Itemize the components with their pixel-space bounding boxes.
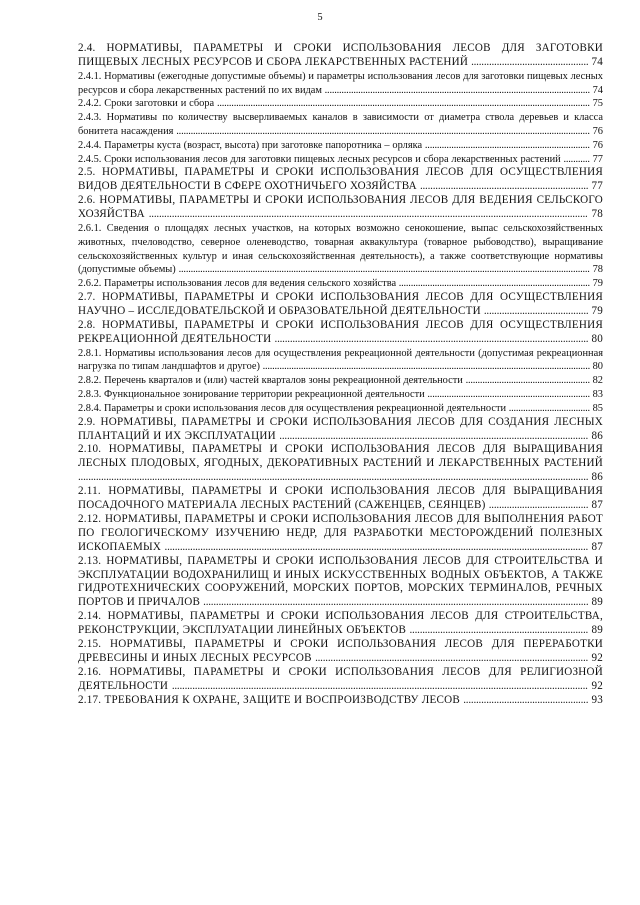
toc-leader-dots: .........................................	[483, 304, 589, 317]
toc-entry-title: 2.4.3. Нормативы по количеству высверливаемых каналов в зависимости от диаметра ствола деревьев и класса бонитета насаждения	[78, 112, 603, 137]
toc-leader-dots: ..............................................	[471, 55, 589, 68]
toc-entry[interactable]	[78, 513, 603, 555]
toc-leader-dots: ......................................................................................................................................................................	[164, 540, 589, 553]
toc-entry-page: 87	[591, 540, 603, 553]
toc-entry-title: 2.8.4. Параметры и сроки использования лесов для осуществления рекреационной деятельности	[78, 402, 507, 414]
toc-entry[interactable]	[78, 347, 603, 375]
toc-entry[interactable]	[78, 97, 603, 111]
toc-entry-page: 89	[591, 624, 604, 637]
toc-leader-dots: .......................................	[488, 499, 589, 512]
toc-leader-dots: ...............................................................................................................	[324, 84, 590, 96]
toc-leader-dots: .................................................	[463, 693, 589, 706]
toc-entry[interactable]	[78, 291, 603, 319]
toc-entry[interactable]	[78, 374, 603, 388]
toc-entry-page: 74	[591, 55, 604, 68]
toc-entry-page: 77	[591, 180, 603, 193]
toc-entry-title: 2.17. ТРЕБОВАНИЯ К ОХРАНЕ, ЗАЩИТЕ И ВОСПРОИЗВОДСТВУ ЛЕСОВ	[78, 693, 461, 706]
toc-entry[interactable]	[78, 402, 603, 416]
toc-entry-page: 80	[592, 361, 603, 373]
toc-entry-title: 2.14. НОРМАТИВЫ, ПАРАМЕТРЫ И СРОКИ ИСПОЛЬЗОВАНИЯ ЛЕСОВ ДЛЯ СТРОИТЕЛЬСТВА, РЕКОНСТРУКЦИИ, ЭКСПЛУАТАЦИИ ЛИНЕЙНЫХ ОБЪЕКТОВ	[78, 610, 603, 637]
toc-entry-page: 92	[591, 652, 603, 665]
toc-entry-page: 78	[591, 208, 603, 221]
toc-entry-title: 2.4.4. Параметры куста (возраст, высота) при заготовке папоротника – орляка	[78, 139, 423, 151]
toc-entry-title: 2.8. НОРМАТИВЫ, ПАРАМЕТРЫ И СРОКИ ИСПОЛЬЗОВАНИЯ ЛЕСОВ ДЛЯ ОСУЩЕСТВЛЕНИЯ РЕКРЕАЦИОННОЙ ДЕЯТЕЛЬНОСТИ	[78, 318, 603, 345]
toc-entry[interactable]	[78, 139, 603, 153]
toc-entry-page: 75	[592, 98, 603, 110]
toc-entry-title: 2.8.1. Нормативы использования лесов для осуществления рекреационной деятельности (допустимая рекреационная нагрузка по типам ландшафтов и другое)	[78, 347, 603, 373]
toc-leader-dots: ...........	[563, 153, 590, 165]
toc-leader-dots: ......................................................................	[409, 624, 589, 637]
toc-entry-page: 87	[591, 499, 603, 512]
toc-entry[interactable]	[78, 42, 603, 70]
toc-entry[interactable]	[78, 485, 603, 513]
toc-entry-page: 86	[591, 471, 603, 484]
toc-entry[interactable]	[78, 388, 603, 402]
toc-entry-page: 76	[592, 139, 603, 151]
toc-entry-page: 92	[591, 679, 603, 692]
toc-entry-title: 2.6.1. Сведения о площадях лесных участков, на которых возможно сенокошение, выпас сельскохозяйственных животных, пчеловодство, северное оленеводство, товарная аквакультура (товарное рыбоводство), выращивание сельскохозяйственных культур и иная сельскохозяйственная деятельность), а также соответствующие нормативы (допустимые объемы)	[78, 223, 603, 276]
toc-entry[interactable]	[78, 319, 603, 347]
toc-entry-title: 2.6.2. Параметры использования лесов для ведения сельского хозяйства	[78, 278, 397, 290]
toc-entry-page: 86	[591, 429, 603, 442]
toc-entry[interactable]	[78, 694, 603, 708]
toc-entry[interactable]	[78, 111, 603, 139]
page-number: 5	[317, 12, 323, 23]
toc-entry[interactable]	[78, 638, 603, 666]
toc-entry-title: 2.13. НОРМАТИВЫ, ПАРАМЕТРЫ И СРОКИ ИСПОЛЬЗОВАНИЯ ЛЕСОВ ДЛЯ СТРОИТЕЛЬСТВА И ЭКСПЛУАТАЦИИ ВОДОХРАНИЛИЩ И ИНЫХ ИСКУССТВЕННЫХ ВОДНЫХ ОБЪЕКТОВ, А ТАКЖЕ ГИДРОТЕХНИЧЕСКИХ СООРУЖЕНИЙ, МОРСКИХ ПОРТОВ, МОРСКИХ ТЕРМИНАЛОВ, РЕЧНЫХ ПОРТОВ И ПРИЧАЛОВ	[78, 554, 603, 609]
toc-entry-page: 89	[591, 596, 603, 609]
toc-entry-page: 76	[592, 126, 603, 137]
toc-leader-dots: ....................................................................	[427, 389, 590, 401]
toc-leader-dots: .......................................................................................................................................................	[203, 596, 589, 609]
toc-entry[interactable]	[78, 277, 603, 291]
toc-entry-title: 2.5. НОРМАТИВЫ, ПАРАМЕТРЫ И СРОКИ ИСПОЛЬЗОВАНИЯ ЛЕСОВ ДЛЯ ОСУЩЕСТВЛЕНИЯ ВИДОВ ДЕЯТЕЛЬНОСТИ В СФЕРЕ ОХОТНИЧЬЕГО ХОЗЯЙСТВА	[78, 166, 603, 193]
toc-entry-title: 2.9. НОРМАТИВЫ, ПАРАМЕТРЫ И СРОКИ ИСПОЛЬЗОВАНИЯ ЛЕСОВ ДЛЯ СОЗДАНИЯ ЛЕСНЫХ ПЛАНТАЦИЙ И ИХ ЭКСПЛУАТАЦИИ	[78, 415, 603, 442]
toc-leader-dots: .........................................................................................................................................	[262, 361, 590, 373]
toc-entry-page: 78	[592, 264, 603, 276]
toc-leader-dots: ............................................................................................................................................................	[216, 98, 590, 110]
toc-leader-dots: .............................................................................................................................................................................	[176, 126, 590, 137]
toc-leader-dots: ........................................................................................................................................................................................................	[78, 471, 589, 484]
toc-entry-title: 2.4. НОРМАТИВЫ, ПАРАМЕТРЫ И СРОКИ ИСПОЛЬЗОВАНИЯ ЛЕСОВ ДЛЯ ЗАГОТОВКИ ПИЩЕВЫХ ЛЕСНЫХ РЕСУРСОВ И СБОРА ЛЕКАРСТВЕННЫХ РАСТЕНИЙ	[78, 42, 603, 68]
toc-entry-page: 74	[592, 84, 603, 96]
toc-leader-dots: ..................................	[508, 402, 590, 414]
toc-entry-title: 2.11. НОРМАТИВЫ, ПАРАМЕТРЫ И СРОКИ ИСПОЛЬЗОВАНИЯ ЛЕСОВ ДЛЯ ВЫРАЩИВАНИЯ ПОСАДОЧНОГО МАТЕРИАЛА ЛЕСНЫХ РАСТЕНИЙ (САЖЕНЦЕВ, СЕЯНЦЕВ)	[78, 485, 603, 512]
toc-entry[interactable]	[78, 194, 603, 222]
toc-entry-title: 2.12. НОРМАТИВЫ, ПАРАМЕТРЫ И СРОКИ ИСПОЛЬЗОВАНИЯ ЛЕСОВ ДЛЯ ВЫПОЛНЕНИЯ РАБОТ ПО ГЕОЛОГИЧЕСКОМУ ИЗУЧЕНИЮ НЕДР, ДЛЯ РАЗРАБОТКИ МЕСТОРОЖДЕНИЙ ПОЛЕЗНЫХ ИСКОПАЕМЫХ	[78, 512, 603, 553]
table-of-contents	[78, 42, 603, 708]
toc-leader-dots: ............................................................................................................................................................................	[148, 208, 588, 221]
toc-entry[interactable]	[78, 443, 603, 485]
toc-leader-dots: ...........................................................................................................	[315, 652, 589, 665]
toc-leader-dots: .....................................................................	[424, 139, 590, 151]
toc-entry-title: 2.15. НОРМАТИВЫ, ПАРАМЕТРЫ И СРОКИ ИСПОЛЬЗОВАНИЯ ЛЕСОВ ДЛЯ ПЕРЕРАБОТКИ ДРЕВЕСИНЫ И ИНЫХ ЛЕСНЫХ РЕСУРСОВ	[78, 638, 603, 665]
toc-entry-title: 2.4.5. Сроки использования лесов для заготовки пищевых лесных ресурсов и сбора лекарственных растений	[78, 153, 561, 165]
toc-entry-page: 85	[592, 402, 603, 414]
toc-entry-title: 2.6. НОРМАТИВЫ, ПАРАМЕТРЫ И СРОКИ ИСПОЛЬЗОВАНИЯ ЛЕСОВ ДЛЯ ВЕДЕНИЯ СЕЛЬСКОГО ХОЗЯЙСТВА	[78, 194, 603, 221]
toc-entry[interactable]	[78, 166, 603, 194]
toc-entry-page: 93	[591, 693, 604, 706]
toc-entry[interactable]	[78, 610, 603, 638]
toc-leader-dots: .........................................................................................................................	[279, 429, 589, 442]
toc-leader-dots: ...........................................................................................................................	[274, 332, 589, 345]
toc-leader-dots: ................................................................................	[398, 278, 590, 290]
toc-entry-page: 80	[591, 332, 603, 345]
toc-entry-title: 2.8.2. Перечень кварталов и (или) частей кварталов зоны рекреационной деятельности	[78, 375, 463, 387]
toc-leader-dots: ..................................................................	[419, 180, 589, 193]
toc-entry-title: 2.4.2. Сроки заготовки и сбора	[78, 98, 215, 110]
toc-entry-title: 2.4.1. Нормативы (ежегодные допустимые объемы) и параметры использования лесов для заготовки пищевых лесных ресурсов и сбора лекарственных растений по их видам	[78, 70, 603, 96]
toc-entry-title: 2.7. НОРМАТИВЫ, ПАРАМЕТРЫ И СРОКИ ИСПОЛЬЗОВАНИЯ ЛЕСОВ ДЛЯ ОСУЩЕСТВЛЕНИЯ НАУЧНО – ИССЛЕДОВАТЕЛЬСКОЙ И ОБРАЗОВАТЕЛЬНОЙ ДЕЯТЕЛЬНОСТИ	[78, 291, 603, 317]
toc-entry-title: 2.10. НОРМАТИВЫ, ПАРАМЕТРЫ И СРОКИ ИСПОЛЬЗОВАНИЯ ЛЕСОВ ДЛЯ ВЫРАЩИВАНИЯ ЛЕСНЫХ ПЛОДОВЫХ, ЯГОДНЫХ, ДЕКОРАТИВНЫХ РАСТЕНИЙ И ЛЕКАРСТВЕННЫХ РАСТЕНИЙ	[78, 443, 603, 470]
toc-entry-page: 77	[592, 153, 603, 165]
toc-entry-page: 82	[592, 375, 603, 387]
toc-entry[interactable]	[78, 416, 603, 444]
toc-entry[interactable]	[78, 70, 603, 98]
toc-entry-page: 79	[591, 304, 604, 317]
toc-leader-dots: ............................................................................................................................................................................	[178, 264, 590, 276]
toc-entry-page: 79	[592, 278, 603, 290]
toc-leader-dots: ...................................................................................................................................................................	[171, 679, 588, 692]
toc-entry[interactable]	[78, 555, 603, 611]
toc-entry[interactable]	[78, 153, 603, 167]
toc-entry[interactable]	[78, 666, 603, 694]
toc-entry-title: 2.8.3. Функциональное зонирование территории рекреационной деятельности	[78, 389, 425, 401]
toc-entry-page: 83	[592, 389, 603, 401]
toc-entry-title: 2.16. НОРМАТИВЫ, ПАРАМЕТРЫ И СРОКИ ИСПОЛЬЗОВАНИЯ ЛЕСОВ ДЛЯ РЕЛИГИОЗНОЙ ДЕЯТЕЛЬНОСТИ	[78, 665, 603, 692]
toc-leader-dots: ....................................................	[465, 375, 590, 387]
toc-entry[interactable]	[78, 222, 603, 277]
